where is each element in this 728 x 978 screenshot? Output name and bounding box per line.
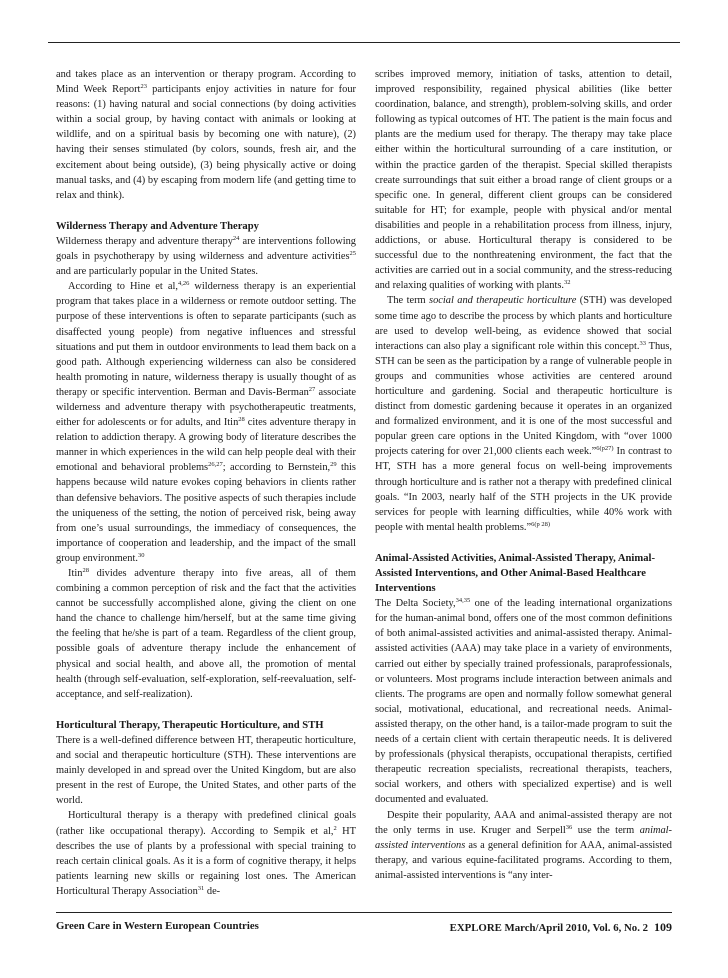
bottom-rule xyxy=(56,912,672,913)
section-heading-animal-assisted: Animal-Assisted Activities, Animal-Assisted Therapy, Animal-Assisted Interventions, and Other Animal-Based Healthcare Interventions xyxy=(375,552,655,595)
running-title: Green Care in Western European Countries xyxy=(56,920,259,932)
paragraph: Itin$^{28}$ divides adventure therapy into five areas, all of them combining a common perception of risk and the fact that the activities cannot be successfully accomplished alone, giving the client on one hand the chance to challenge him/herself, but at the same time giving the feeling that he/she is part of a team. Regardless of the client group, possible goals of adventure therapy include the enhancement of physical and social health, and above all, the promotion of mental health (through self-evaluation, self-exploration, self-reevaluation, self-acceptance, and self-realization). xyxy=(56,567,356,700)
paragraph: The Delta Society,$^{34,35}$ one of the leading international organizations for the human-animal bond, offers one of the most common definitions of both animal-assisted activities and animal-assisted therapy. Animal-assisted activities (AAA) may take place in a variety of environments, carried out either by specially trained professionals, paraprofessionals, or volunteers. Most programs include interaction between animals and clients. The programs are open and normally follow somewhat general social, motivational, educational, and recreational needs. Animal-assisted therapy, on the other hand, is a tailor-made program to suit the needs of a certain client with certain therapeutic needs. It is delivered by professionals (physical therapists, occupational therapists, certified therapeutic recreation specialists, recreational therapists, teachers, social workers, and others with specialized expertise) and is well documented and evaluated. xyxy=(375,597,672,806)
paragraph: Despite their popularity, AAA and animal-assisted therapy are not the only terms in use. Kruger and Serpell$^{36}$ use the term animal-assisted interventions as a general definition for AAA, animal-assisted therapy, and various equine-facilitated programs. According to them, animal-assisted interventions is “any inter- xyxy=(375,809,673,881)
top-rule xyxy=(48,42,680,43)
right-column xyxy=(375,67,672,883)
paragraph: Horticultural therapy is a therapy with predefined clinical goals (rather like occupational therapy). According to Sempik et al,$^2$ HT describes the use of plants by a professional with special training to reach certain clinical goals. As it is a form of cognitive therapy, it helps patients learning new skills or regaining lost ones. The American Horticultural Therapy Association$^{31}$ de- xyxy=(56,810,357,897)
paragraph: scribes improved memory, initiation of tasks, attention to detail, improved responsibility, regained physical abilities (like better coordination, balance, and strength), problem-solving skills, and order following as typical outcomes of HT. The patient is the main focus and plants are the medium used for therapy. The therapy may take place either within the horticultural surrounding of a care institution, or within the practice garden of the therapist. Special skilled therapists create surroundings that suit either a broad range of client groups or a specific one. In general, different client groups can be considered suitable for HT; for example, people with physical and/or mental disabilities and people in a rehabilitation process from illness, injury, addictions, or abuse. Horticultural therapy is considered to be successful due to the nonthreatening environment, the fact that the activities are carried out in a social community, and the stress-reducing and relaxing qualities of working with plants.$^{32}$ xyxy=(375,69,672,292)
journal-footer xyxy=(450,920,672,935)
paragraph: According to Hine et al,$^{4,26}$ wilderness therapy is an experiential program that takes place in a wilderness or remote outdoor setting. The purpose of these interventions is often to separate participants (such as disaffected young people) from negative influences and stressful situations and put them in outdoor environments to lead them back on a good path. Although experiencing wilderness can also be considered health promoting in nature, wilderness therapy is usually thought of as therapy or specific intervention. Berman and Davis-Berman$^{27}$ associate wilderness and adventure therapy with psychotherapeutic treatments, either for adolescents or for adults, and Itin$^{28}$ cites adventure therapy in relation to addiction therapy. A growing body of literature describes the manner in which experiences in the wild can help people deal with their emotional and behavioral problems$^{26,27}$; according to Bernstein,$^{29}$ this happens because wild nature evokes coping behaviors in clients rather than defensive behaviors. The positive aspects of such therapies include the uniqueness of the setting, the notion of perceived risk, being away from one’s usual surroundings, the immediacy of consequences, the importance of cooperation and leadership, and the impact of the small group environment.$^{30}$ xyxy=(56,280,356,564)
journal-citation: EXPLORE March/April 2010, Vol. 6, No. 2 xyxy=(449,922,648,934)
page-number: 109 xyxy=(654,920,672,934)
left-column xyxy=(56,67,356,899)
paragraph: and takes place as an intervention or therapy program. According to Mind Week Report$^{23}$ participants enjoy activities in nature for four reasons: (1) having natural and social connections (by doing activities within a social group, by having contact with animals or looking at wildlife, and on a spiritual basis by becoming one with nature), (2) having their senses stimulated (by colors, sounds, fresh air, and the excitement about being outside), (3) being physically active or doing manual tasks, and (4) by escaping from modern life (and getting time to relax and think). xyxy=(56,69,356,201)
section-heading-horticultural: Horticultural Therapy, Therapeutic Horticulture, and STH xyxy=(56,719,324,731)
paragraph: There is a well-defined difference between HT, therapeutic horticulture, and social and therapeutic horticulture (STH). These interventions are mainly developed in and spread over the United Kingdom, but are also present in the rest of Europe, the United States, and other parts of the world. xyxy=(56,734,356,807)
paragraph: The term social and therapeutic horticulture (STH) was developed some time ago to describe the process by which plants and horticulture are used to develop well-being, as evidence showed that social interactions can also play a significant role within this concept.$^{33}$ Thus, STH can be seen as the participation by a range of vulnerable people in groups and communities whose activities are centered around horticulture and gardening. Social and therapeutic horticulture is distinct from domestic gardening because it operates in an organized and formalized environment, and it is one of the most successful and popular green care options in the United Kingdom, with “over 1000 projects catering for over 21,000 clients each week.”$^{6(p27)}$ In contrast to HT, STH has a more general focus on well-being improvements through horticulture and is rather not a therapy with predefined clinical goals. “In 2003, nearly half of the STH projects in the UK provide services for people with learning difficulties, while 40% work with people with mental health problems.”$^{6(p 28)}$ xyxy=(375,295,672,533)
section-heading-wilderness: Wilderness Therapy and Adventure Therapy xyxy=(56,220,259,232)
paragraph: Wilderness therapy and adventure therapy$^{24}$ are interventions following goals in psychotherapy by using wilderness and adventure activities$^{25}$ and are particularly popular in the United States. xyxy=(56,234,356,278)
